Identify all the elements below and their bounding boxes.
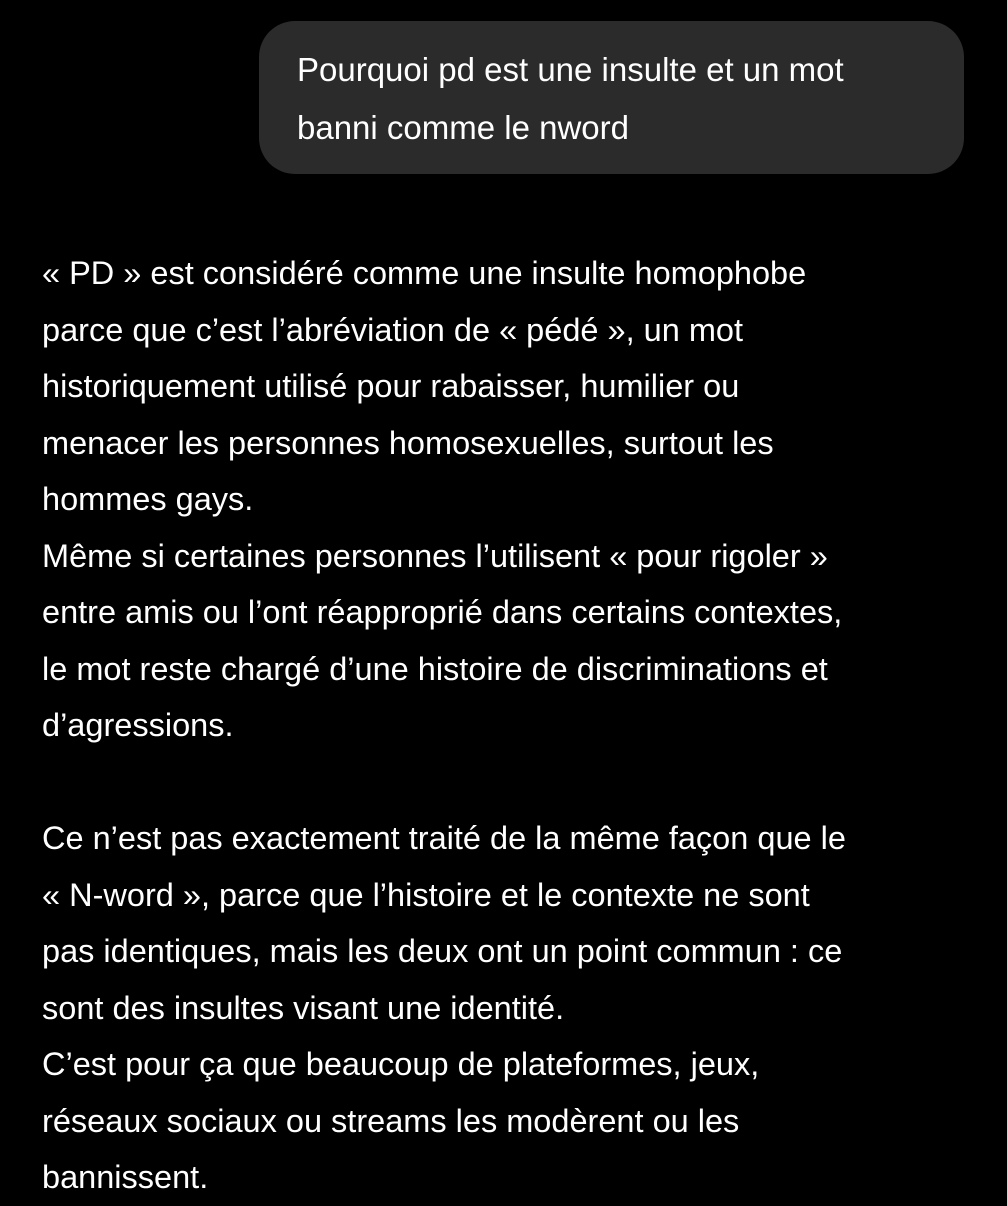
assistant-response xyxy=(42,245,982,1206)
assistant-paragraph-2: Ce n’est pas exactement traité de la même façon que le « N-word », parce que l’histoire et le contexte ne sont pas identiques, mais les deux ont un point commun : ce sont des insultes visant une identité. C’est pour ça que beaucoup de plateformes, jeux, réseaux sociaux ou streams les modèrent ou les bannissent. xyxy=(42,820,846,1195)
user-message-bubble[interactable]: Pourquoi pd est une insulte et un mot banni comme le nword xyxy=(259,21,964,174)
assistant-paragraph-1: « PD » est considéré comme une insulte homophobe parce que c’est l’abréviation de « pédé », un mot historiquement utilisé pour rabaisser, humilier ou menacer les personnes homosexuelles, surtout les hommes gays. Même si certaines personnes l’utilisent « pour rigoler » entre amis ou l’ont réapproprié dans certains contextes, le mot reste chargé d’une histoire de discriminations et d’agressions. xyxy=(42,255,843,743)
paragraph-spacer xyxy=(42,754,982,811)
